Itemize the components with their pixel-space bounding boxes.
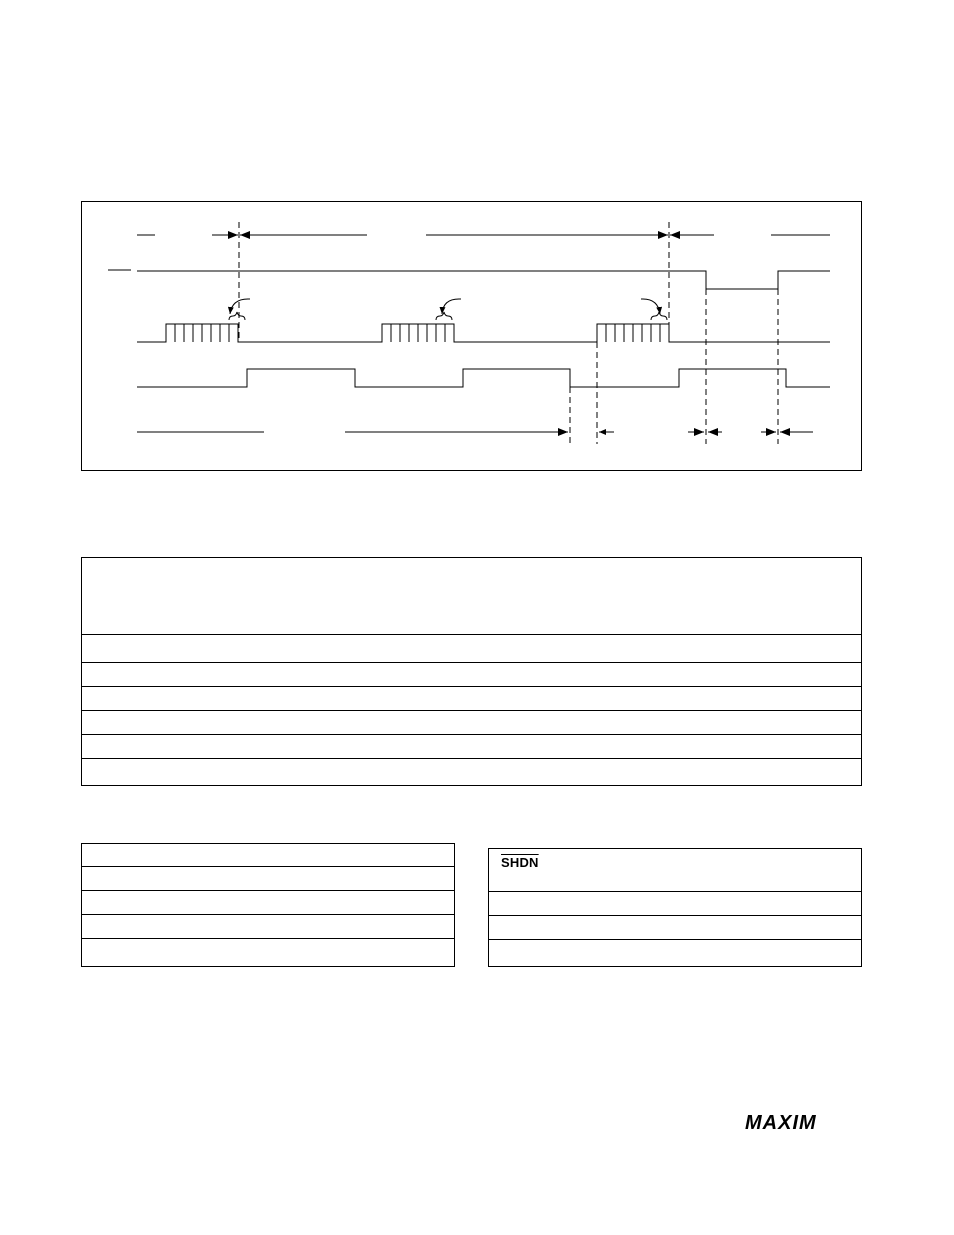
- main-table: [81, 557, 862, 786]
- pointer-2: [442, 299, 461, 314]
- left-table-row-divider: [81, 866, 455, 867]
- pointer-1: [230, 299, 250, 314]
- right-table-row-divider: [488, 891, 862, 892]
- brace-2: [436, 312, 452, 320]
- row3-burst1-ticks: [175, 324, 229, 342]
- brace-1: [229, 312, 245, 320]
- shdn-header-label: SHDN: [501, 855, 539, 870]
- main-table-row-divider: [81, 686, 862, 687]
- maxim-logo: MAXIM: [745, 1112, 817, 1134]
- main-table-row-divider: [81, 710, 862, 711]
- main-table-row-divider: [81, 758, 862, 759]
- right-small-table: [488, 848, 862, 967]
- left-table-row-divider: [81, 890, 455, 891]
- left-small-table: [81, 843, 455, 967]
- right-table-row-divider: [488, 939, 862, 940]
- row4-waveform: [137, 369, 830, 387]
- left-table-row-divider: [81, 938, 455, 939]
- main-table-row-divider: [81, 662, 862, 663]
- row3-burst2-ticks: [391, 324, 445, 342]
- pointer-3: [641, 299, 660, 314]
- row3-waveform: [137, 324, 830, 342]
- brace-3: [651, 312, 667, 320]
- left-table-row-divider: [81, 914, 455, 915]
- main-table-row-divider: [81, 634, 862, 635]
- main-table-row-divider: [81, 734, 862, 735]
- row2-waveform: [137, 271, 830, 289]
- right-table-row-divider: [488, 915, 862, 916]
- row3-burst3-ticks: [606, 324, 660, 342]
